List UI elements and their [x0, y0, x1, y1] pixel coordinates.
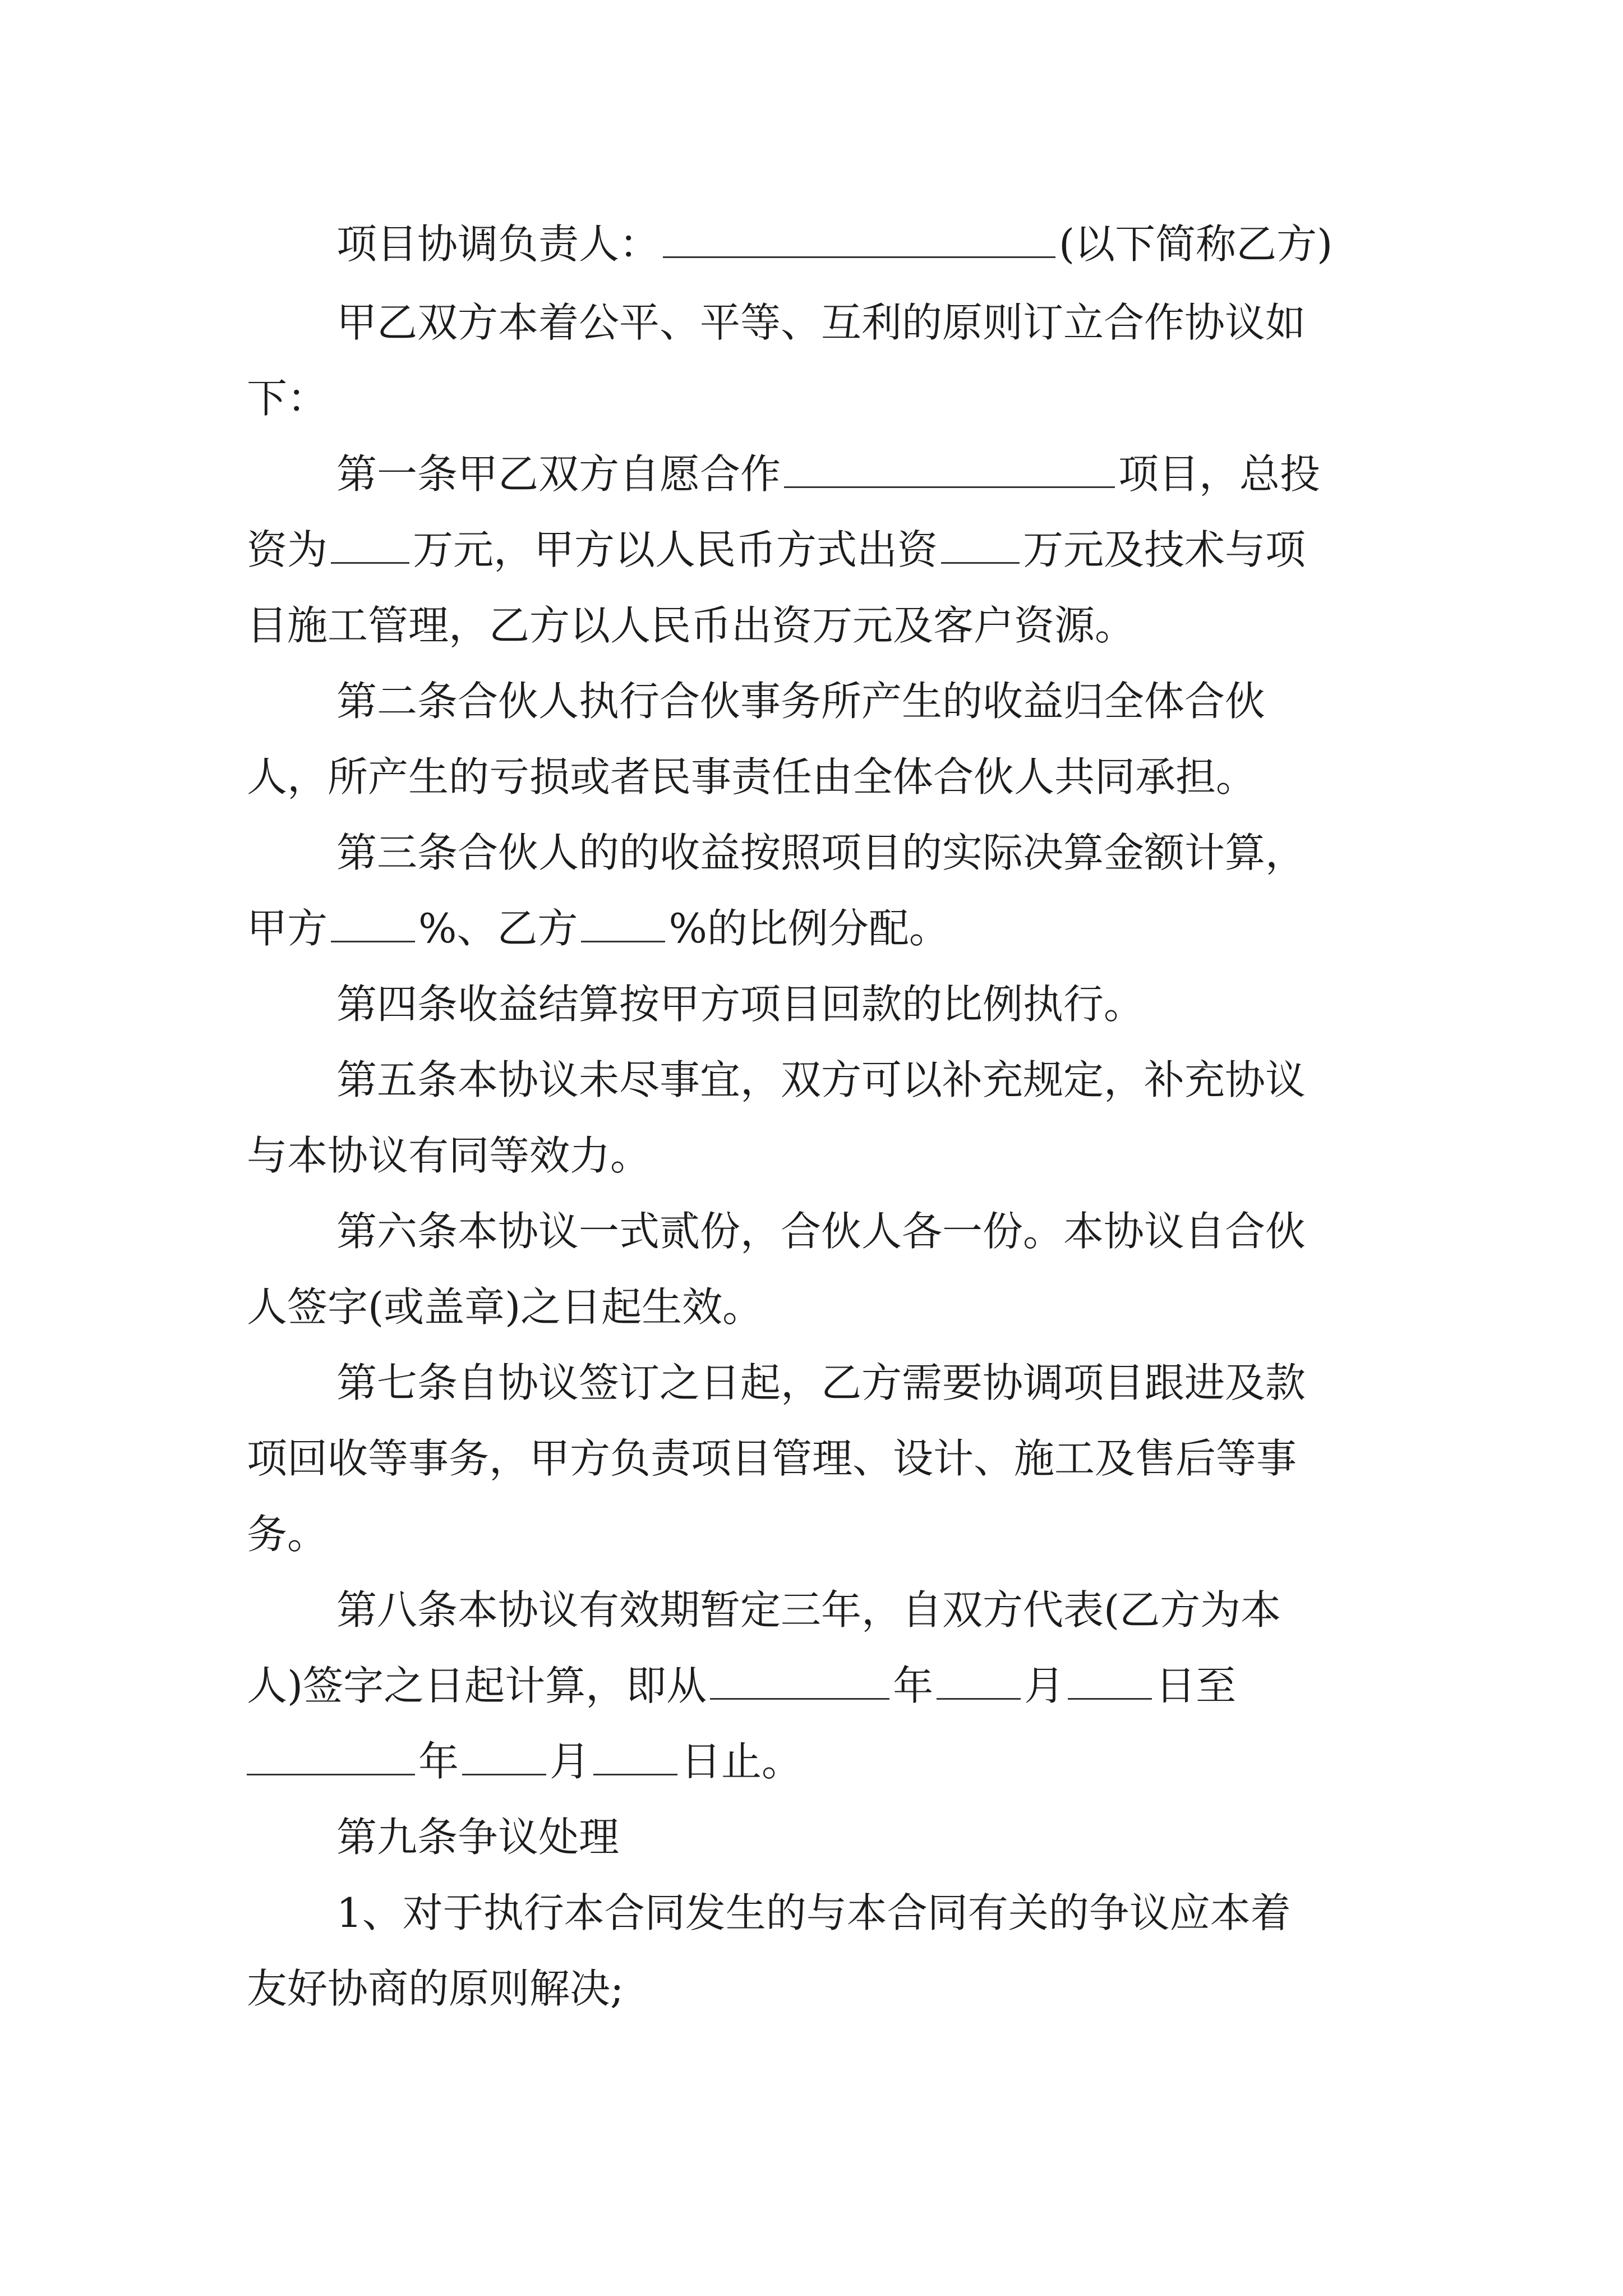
article-7-line1 [336, 1349, 1306, 1416]
article-7-line2 [247, 1425, 1297, 1492]
article-1-text-b: 项目，总投 [1118, 450, 1321, 498]
article-2-line1 [336, 668, 1265, 735]
article-8-text: 第八条本协议有效期暂定三年，自双方代表(乙方为本 [336, 1586, 1281, 1634]
end-month-label: 月 [550, 1738, 591, 1785]
article-7-line3 [247, 1501, 328, 1568]
article-7-text-b: 项回收等事务，甲方负责项目管理、设计、施工及售后等事 [247, 1435, 1297, 1482]
article-8-line3 [247, 1728, 802, 1795]
article-3-text-c: %、乙方 [418, 905, 578, 952]
article-1-line2 [247, 516, 1306, 583]
paragraph-coordinator [336, 210, 1332, 278]
article-7-text-c: 务。 [247, 1511, 328, 1558]
end-day-label: 日止。 [681, 1738, 803, 1785]
end-year-label: 年 [418, 1738, 459, 1785]
project-name-blank [784, 449, 1115, 488]
paragraph-intro-line2 [247, 365, 328, 432]
article-1-text-d: 万元，甲方以人民币方式出资 [413, 526, 938, 573]
article-8-text-b: 人)签字之日起计算，即从 [247, 1662, 707, 1709]
end-day-blank [593, 1737, 677, 1775]
article-9-text: 第九条争议处理 [336, 1814, 620, 1861]
article-6-text: 第六条本协议一式贰份，合伙人各一份。本协议自合伙 [336, 1208, 1306, 1255]
article-1-line1 [336, 440, 1320, 508]
article-1-line3 [247, 592, 1135, 659]
party-a-ratio-blank [331, 904, 415, 942]
article-7-text: 第七条自协议签订之日起，乙方需要协调项目跟进及款 [336, 1359, 1306, 1406]
article-4-line1 [336, 970, 1144, 1038]
article-9-heading [336, 1803, 619, 1871]
article-3-line2 [247, 895, 949, 962]
article-5-text-b: 与本协议有同等效力。 [247, 1132, 651, 1179]
article-2-text: 第二条合伙人执行合伙事务所产生的收益归全体合伙 [336, 678, 1266, 725]
dispute-item-1-line1 [336, 1879, 1291, 1947]
coordinator-note: (以下简称乙方) [1059, 220, 1333, 268]
month-label: 月 [1024, 1662, 1065, 1709]
article-1-text: 第一条甲乙双方自愿合作 [336, 450, 781, 498]
article-3-line1 [336, 819, 1306, 886]
coordinator-label: 项目协调负责人： [336, 220, 660, 268]
coordinator-blank [663, 219, 1055, 258]
article-3-text-b: 甲方 [247, 905, 328, 952]
dispute-item-1-text-b: 友好协商的原则解决; [247, 1965, 624, 2012]
article-6-line1 [336, 1198, 1306, 1265]
intro-text-cont: 下： [247, 375, 328, 422]
article-4-text: 第四条收益结算按甲方项目回款的比例执行。 [336, 981, 1145, 1028]
article-6-text-b: 人签字(或盖章)之日起生效。 [247, 1283, 763, 1331]
start-month-blank [937, 1661, 1021, 1700]
party-b-ratio-blank [581, 904, 665, 942]
article-1-text-c: 资为 [247, 526, 328, 573]
article-3-text: 第三条合伙人的的收益按照项目的实际决算金额计算， [336, 829, 1306, 876]
start-year-blank [710, 1661, 889, 1700]
article-1-text-f: 目施工管理，乙方以人民币出资万元及客户资源。 [247, 602, 1136, 649]
article-8-line1 [336, 1576, 1281, 1644]
dispute-item-1-line2 [247, 1955, 624, 2022]
article-5-text: 第五条本协议未尽事宜，双方可以补充规定，补充协议 [336, 1056, 1306, 1103]
article-5-line1 [336, 1046, 1306, 1114]
end-month-blank [462, 1737, 546, 1775]
article-3-text-d: %的比例分配。 [668, 905, 949, 952]
article-2-line2 [247, 743, 1256, 811]
article-2-text-b: 人，所产生的亏损或者民事责任由全体合伙人共同承担。 [247, 753, 1257, 800]
start-day-blank [1068, 1661, 1152, 1700]
party-a-investment-blank [941, 525, 1020, 564]
article-1-text-e: 万元及技术与项 [1023, 526, 1306, 573]
end-year-blank [247, 1737, 415, 1775]
year-label: 年 [893, 1662, 934, 1709]
intro-text: 甲乙双方本着公平、平等、互利的原则订立合作协议如 [336, 299, 1306, 346]
paragraph-intro-line1 [336, 289, 1306, 356]
article-8-line2 [247, 1652, 1236, 1719]
day-to-label: 日至 [1155, 1662, 1237, 1709]
article-6-line2 [247, 1273, 763, 1341]
dispute-item-1-text: 1、对于执行本合同发生的与本合同有关的争议应本着 [336, 1889, 1291, 1936]
article-5-line2 [247, 1122, 651, 1189]
total-investment-blank [331, 525, 409, 564]
